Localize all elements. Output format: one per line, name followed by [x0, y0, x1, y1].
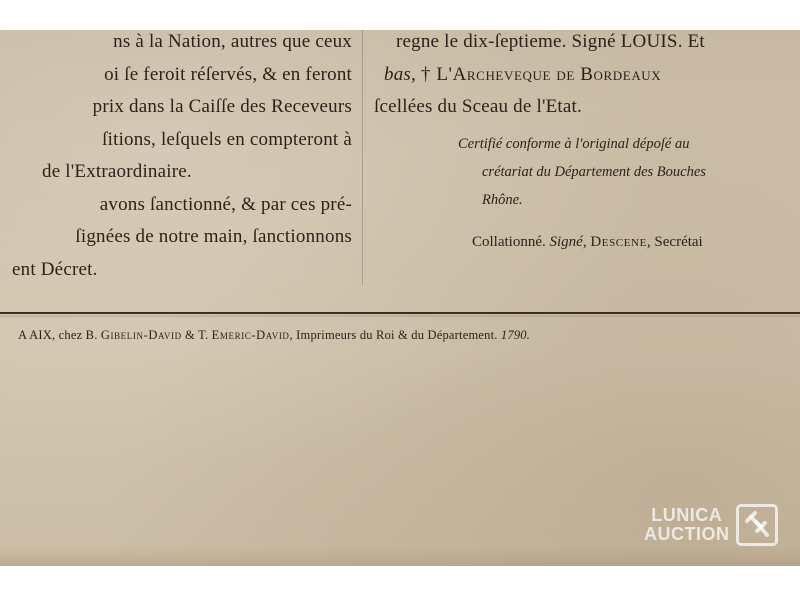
certification-block: [458, 130, 800, 214]
right-line-1: regne le dix-ſeptieme. Signé LOUIS. Et: [396, 31, 705, 52]
left-line-3: prix dans la Caiſſe des Receveurs: [92, 96, 352, 117]
imprint-printer-2: Emeric-David: [211, 328, 290, 342]
certification-line-2: crétariat du Département des Bouches: [482, 164, 706, 180]
certification-line-3: Rhône.: [482, 192, 523, 208]
column-divider: [362, 30, 363, 285]
printer-imprint: [18, 328, 530, 343]
imprint-prefix: A AIX, chez B.: [18, 328, 98, 342]
auction-watermark: [644, 500, 784, 550]
collation-label: Collationné.: [472, 234, 546, 250]
watermark-text: [644, 506, 730, 544]
right-line-3: ſcellées du Sceau de l'Etat.: [374, 96, 582, 117]
right-text-column: [370, 30, 800, 124]
left-line-5: de l'Extraordinaire.: [42, 161, 192, 182]
gavel-icon: [736, 504, 778, 546]
document-photo: [0, 30, 800, 566]
right-line-2: [370, 59, 800, 92]
imprint-rule: [0, 312, 800, 314]
left-line-6: avons ſanctionné, & par ces pré-: [99, 193, 352, 215]
certification-line-1: Certifié conforme à l'original dépoſé au: [458, 136, 690, 152]
imprint-year: 1790.: [500, 328, 531, 342]
paper-fold: [0, 315, 800, 317]
left-text-column: [0, 30, 358, 286]
imprint-amp: &: [185, 328, 195, 342]
left-line-2: oi ſe feroit réſervés, & en feront: [104, 63, 352, 85]
imprint-role: , Imprimeurs du Roi & du Département.: [289, 328, 498, 342]
watermark-line-1: LUNICA: [651, 505, 723, 525]
left-line-1: ns à la Nation, autres que ceux: [113, 31, 352, 52]
left-line-4: ſitions, leſquels en compteront à: [102, 128, 352, 150]
right-line-2-archbishop: † L'Archeveque de Bordeaux: [420, 63, 662, 85]
collation-line: [472, 234, 703, 251]
paper-bottom-edge: [0, 546, 800, 566]
right-line-2-bas: bas,: [384, 63, 416, 85]
left-line-8: ent Décret.: [12, 258, 98, 280]
collation-signe: Signé,: [549, 234, 587, 250]
collation-name: Descene: [590, 234, 647, 250]
collation-title: , Secrétai: [646, 234, 703, 250]
imprint-t: T.: [198, 328, 209, 342]
watermark-line-2: AUCTION: [644, 524, 730, 544]
left-line-7: ſignées de notre main, ſanctionnons: [75, 226, 352, 247]
imprint-printer-1: Gibelin-David: [100, 328, 182, 342]
